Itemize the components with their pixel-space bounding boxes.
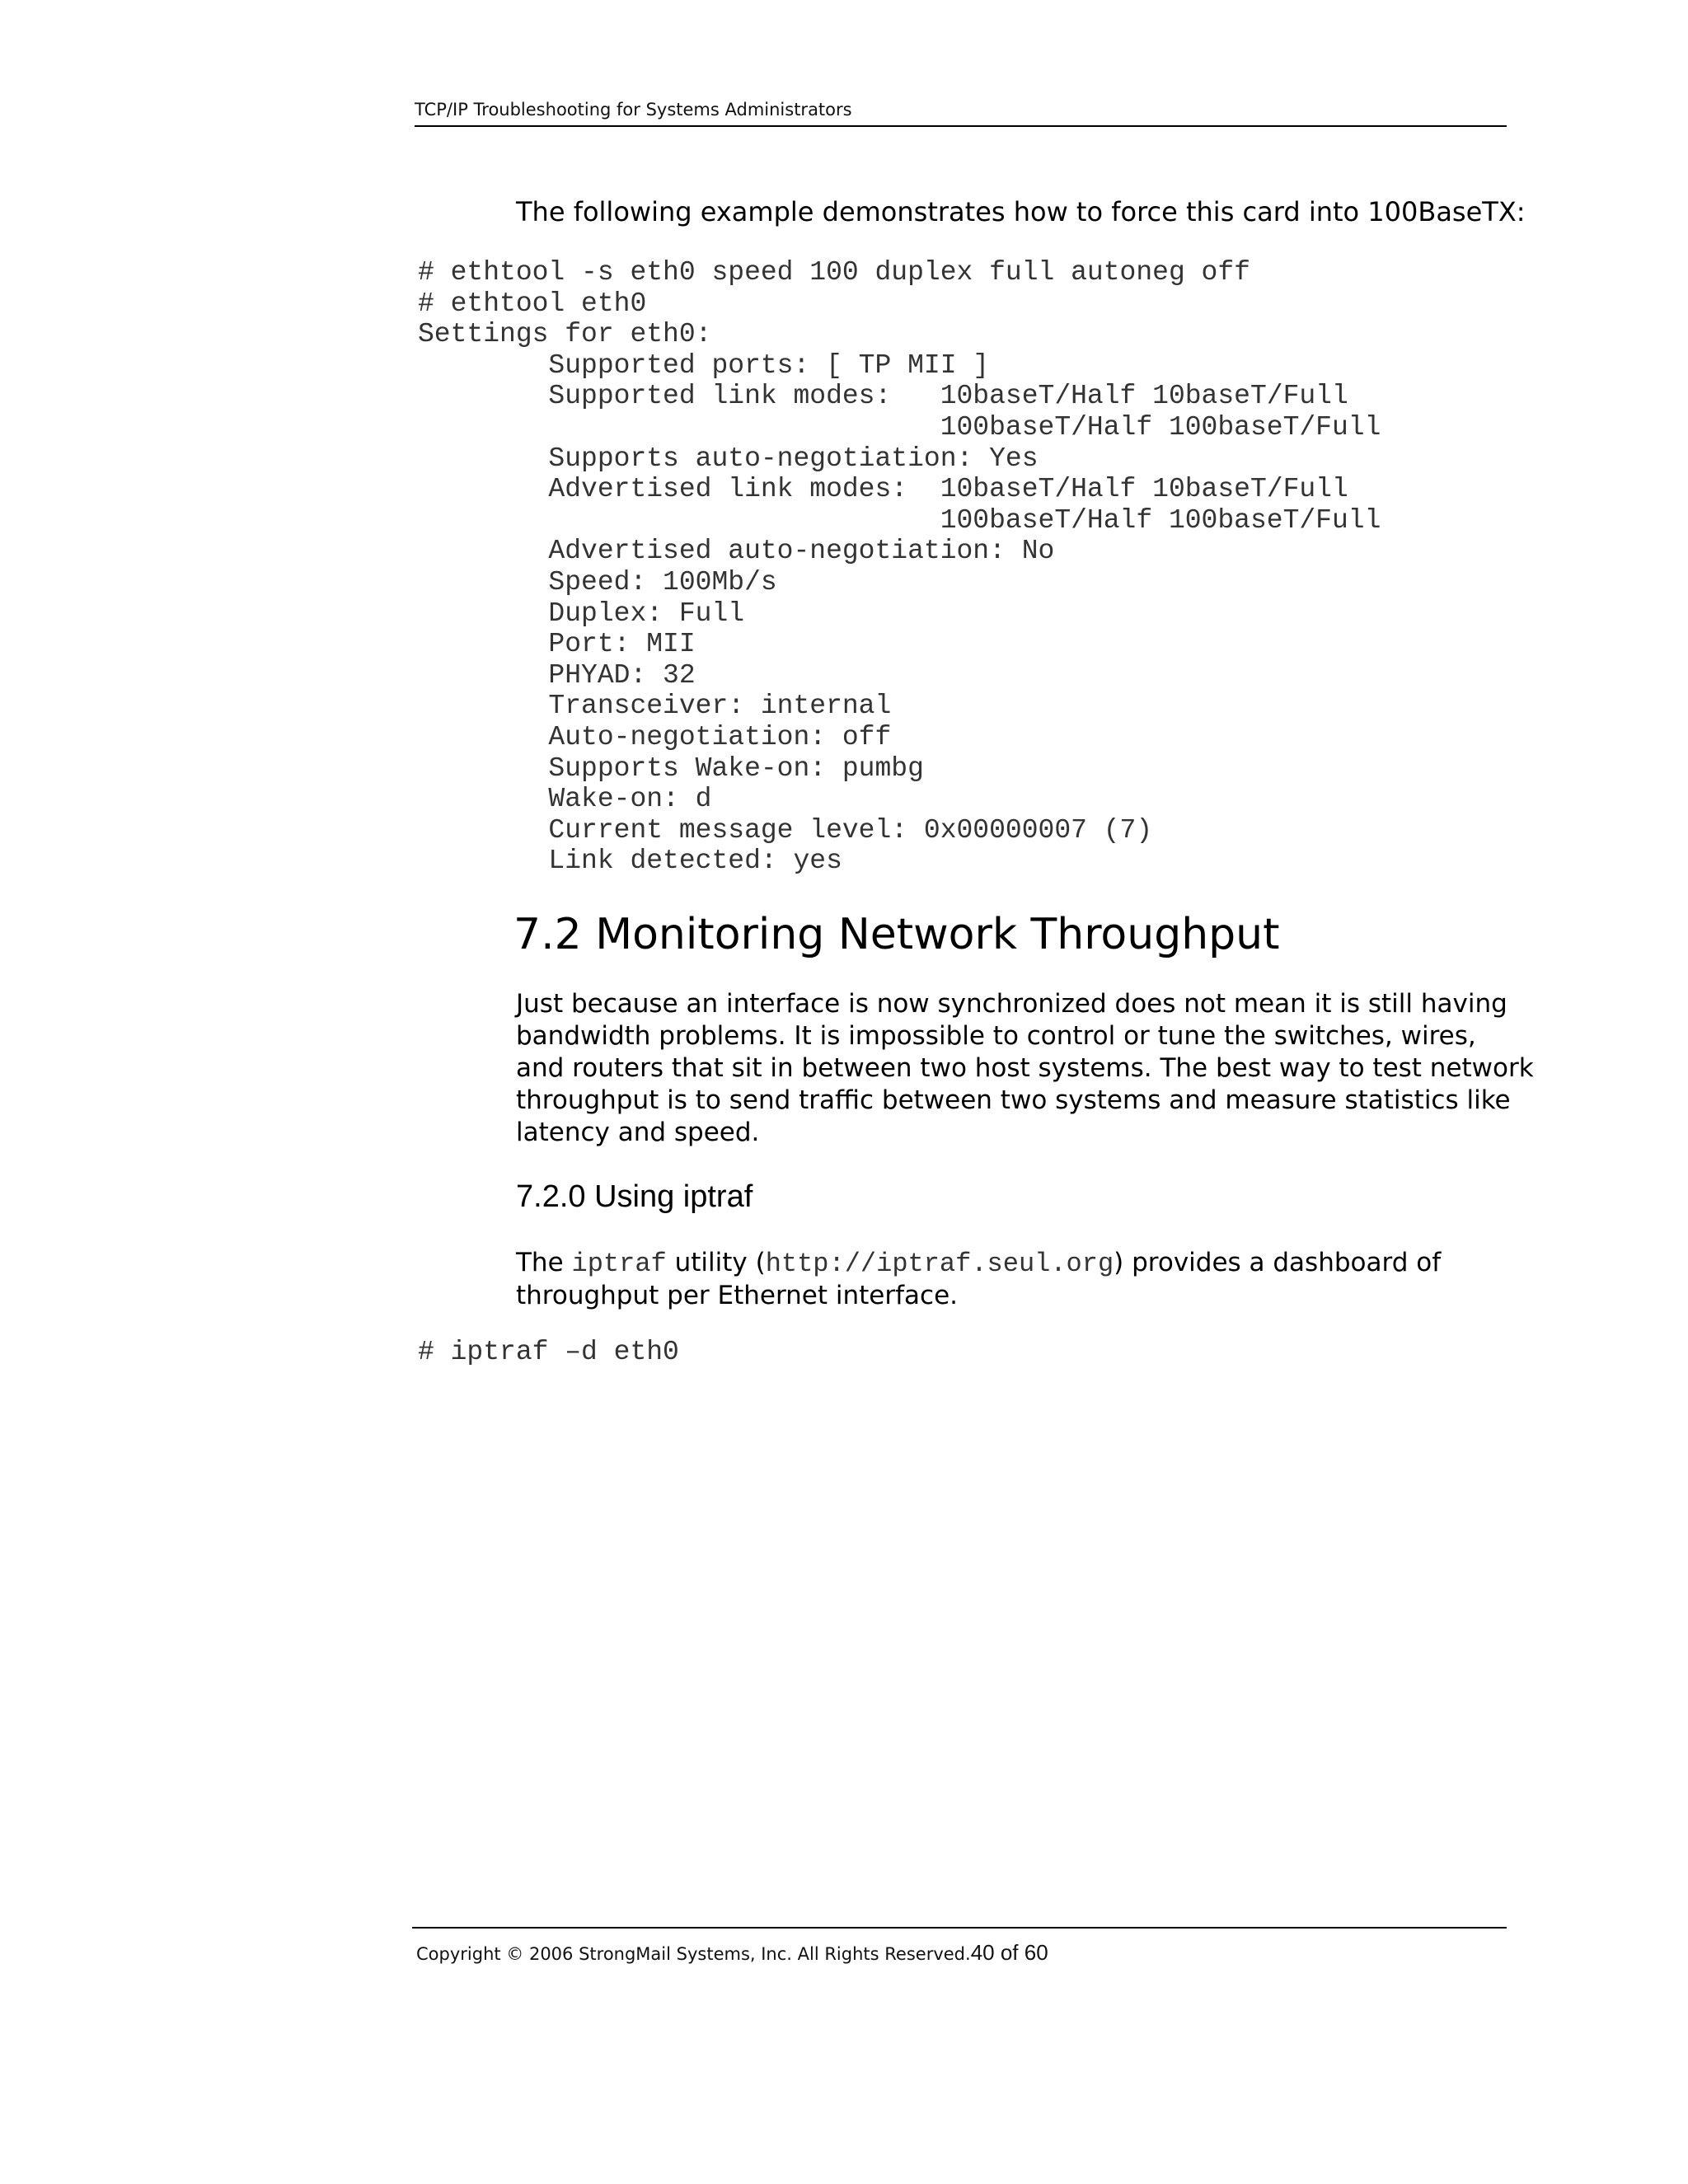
text-run: utility ( xyxy=(666,1248,766,1277)
text-run: The xyxy=(516,1248,572,1277)
page-footer xyxy=(416,1938,1048,1968)
page-number: 40 of 60 xyxy=(970,1940,1048,1965)
paragraph-line xyxy=(516,1247,1441,1280)
paragraph-line: throughput is to send traffic between two systems and measure statistics like xyxy=(516,1085,1511,1115)
section-heading: 7.2 Monitoring Network Throughput xyxy=(513,910,1280,959)
inline-code-iptraf: iptraf xyxy=(571,1249,667,1279)
footer-divider xyxy=(412,1927,1507,1929)
ethtool-code-block: # ethtool -s eth0 speed 100 duplex full autoneg off # ethtool eth0 Settings for eth0: Supported ports: [ TP MII ] Supported link modes: 10baseT/Half 10baseT/Full 100baseT/Half 100baseT/Full Supports auto-negotiation: Yes Advertised link modes: 10baseT/Half 10baseT/Full 100baseT/Half 100baseT/Full Advertised auto-negotiation: No Speed: 100Mb/s Duplex: Full Port: MII PHYAD: 32 Transceiver: internal Auto-negotiation: off Supports Wake-on: pumbg Wake-on: d Current message level: 0x00000007 (7) Link detected: yes xyxy=(418,257,1381,877)
document-title: TCP/IP Troubleshooting for Systems Administrators xyxy=(415,100,852,120)
intro-text: The following example demonstrates how to force this card into 100BaseTX: xyxy=(516,196,1526,227)
text-run: ) provides a dashboard of xyxy=(1114,1248,1442,1277)
iptraf-code-block: # iptraf –d eth0 xyxy=(418,1337,679,1367)
running-header xyxy=(415,96,1507,127)
inline-code-url: http://iptraf.seul.org xyxy=(765,1249,1114,1279)
paragraph-line: latency and speed. xyxy=(516,1118,760,1147)
copyright-text: Copyright © 2006 StrongMail Systems, Inc. All Rights Reserved. xyxy=(416,1944,971,1964)
paragraph-line: Just because an interface is now synchronized does not mean it is still having xyxy=(516,989,1507,1019)
subsection-heading: 7.2.0 Using iptraf xyxy=(516,1179,753,1214)
section-paragraph xyxy=(516,988,1534,1149)
paragraph-line: throughput per Ethernet interface. xyxy=(516,1281,958,1310)
paragraph-line: bandwidth problems. It is impossible to control or tune the switches, wires, xyxy=(516,1021,1476,1051)
paragraph-line: and routers that sit in between two host systems. The best way to test network xyxy=(516,1053,1534,1083)
subsection-paragraph xyxy=(516,1247,1441,1312)
